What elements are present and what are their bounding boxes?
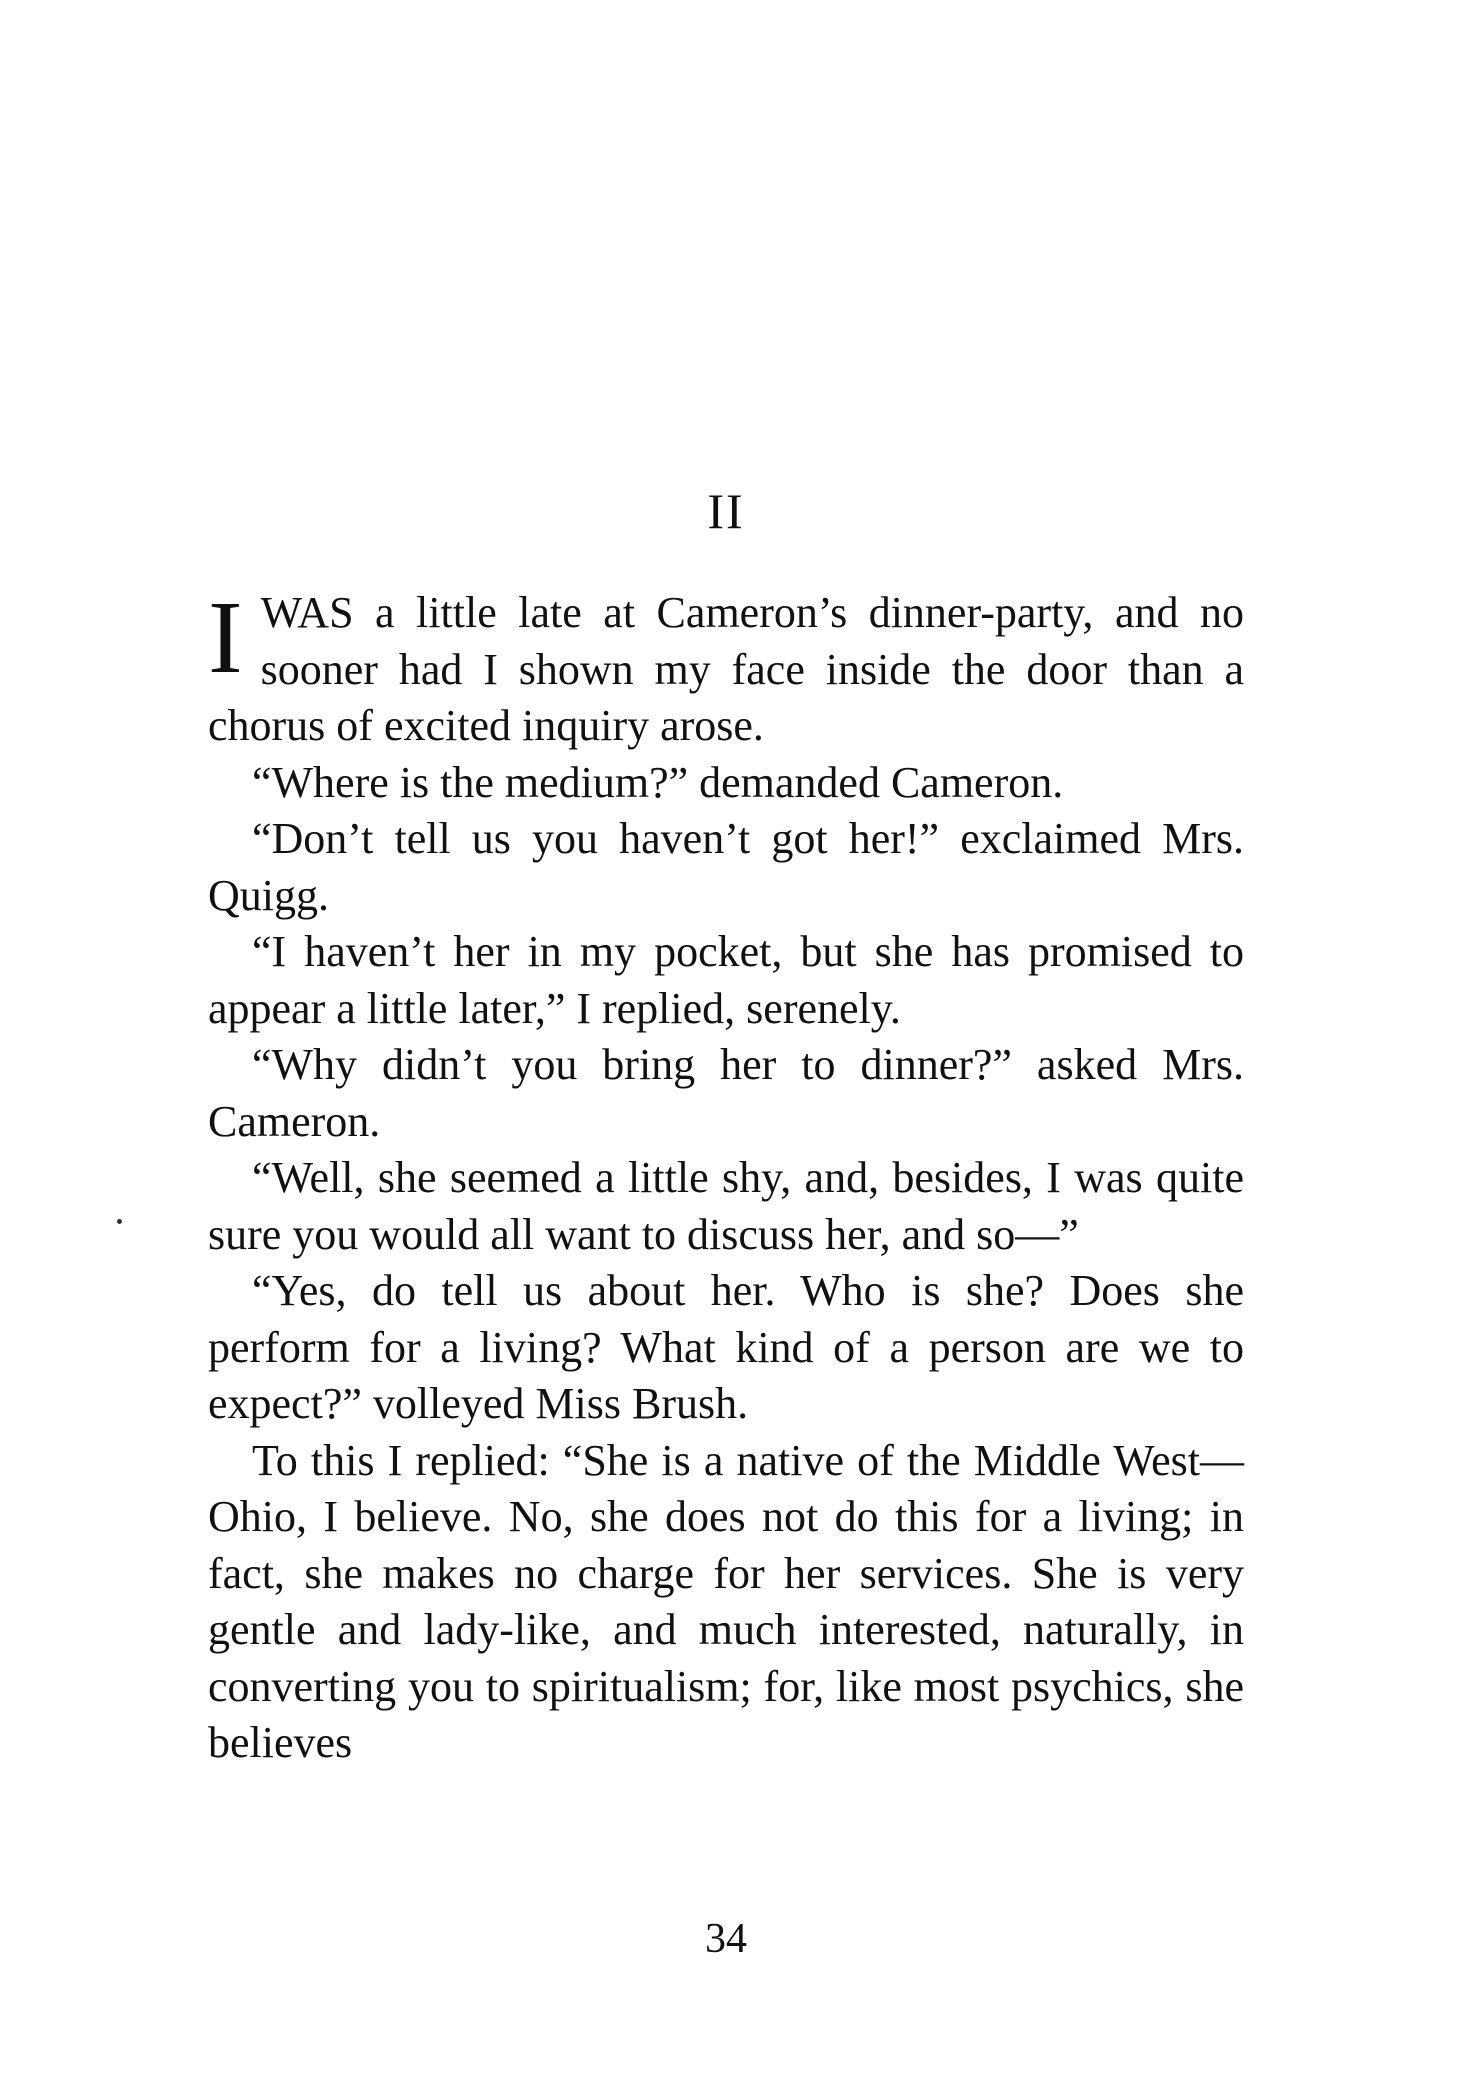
chapter-heading: II [707, 483, 745, 539]
page-number: 34 [705, 1916, 747, 1962]
opening-text: WAS a little late at Cameron’s dinner-party, and no sooner had I shown my face inside the door than a chorus of excited inquiry arose. [208, 588, 1244, 750]
paragraph: “Well, she seemed a little shy, and, besides, I was quite sure you would all want to discuss her, and so—” [208, 1153, 1244, 1259]
ink-speck [117, 1219, 122, 1224]
paragraph: “Why didn’t you bring her to dinner?” asked Mrs. Cameron. [208, 1040, 1244, 1146]
paragraph: “Where is the medium?” demanded Cameron. [252, 757, 1064, 807]
opening-paragraph [208, 580, 1244, 755]
book-page [208, 0, 1244, 2097]
paragraph: “I haven’t her in my pocket, but she has promised to appear a little later,” I replied, serenely. [208, 927, 1244, 1033]
paragraph: To this I replied: “She is a native of the Middle West—Ohio, I believe. No, she does not do this for a living; in fact, she makes no charge for her services. She is very gentle and lady-like, and much interested, naturally, in converting you to spiritualism; for, like most psychics, she believes [208, 1435, 1244, 1767]
drop-cap: I [208, 580, 243, 695]
paragraph: “Yes, do tell us about her. Who is she? Does she perform for a living? What kind of a person are we to expect?” volleyed Miss Brush. [208, 1266, 1244, 1428]
body-text [208, 580, 1244, 1772]
paragraph: “Don’t tell us you haven’t got her!” exclaimed Mrs. Quigg. [208, 814, 1244, 920]
